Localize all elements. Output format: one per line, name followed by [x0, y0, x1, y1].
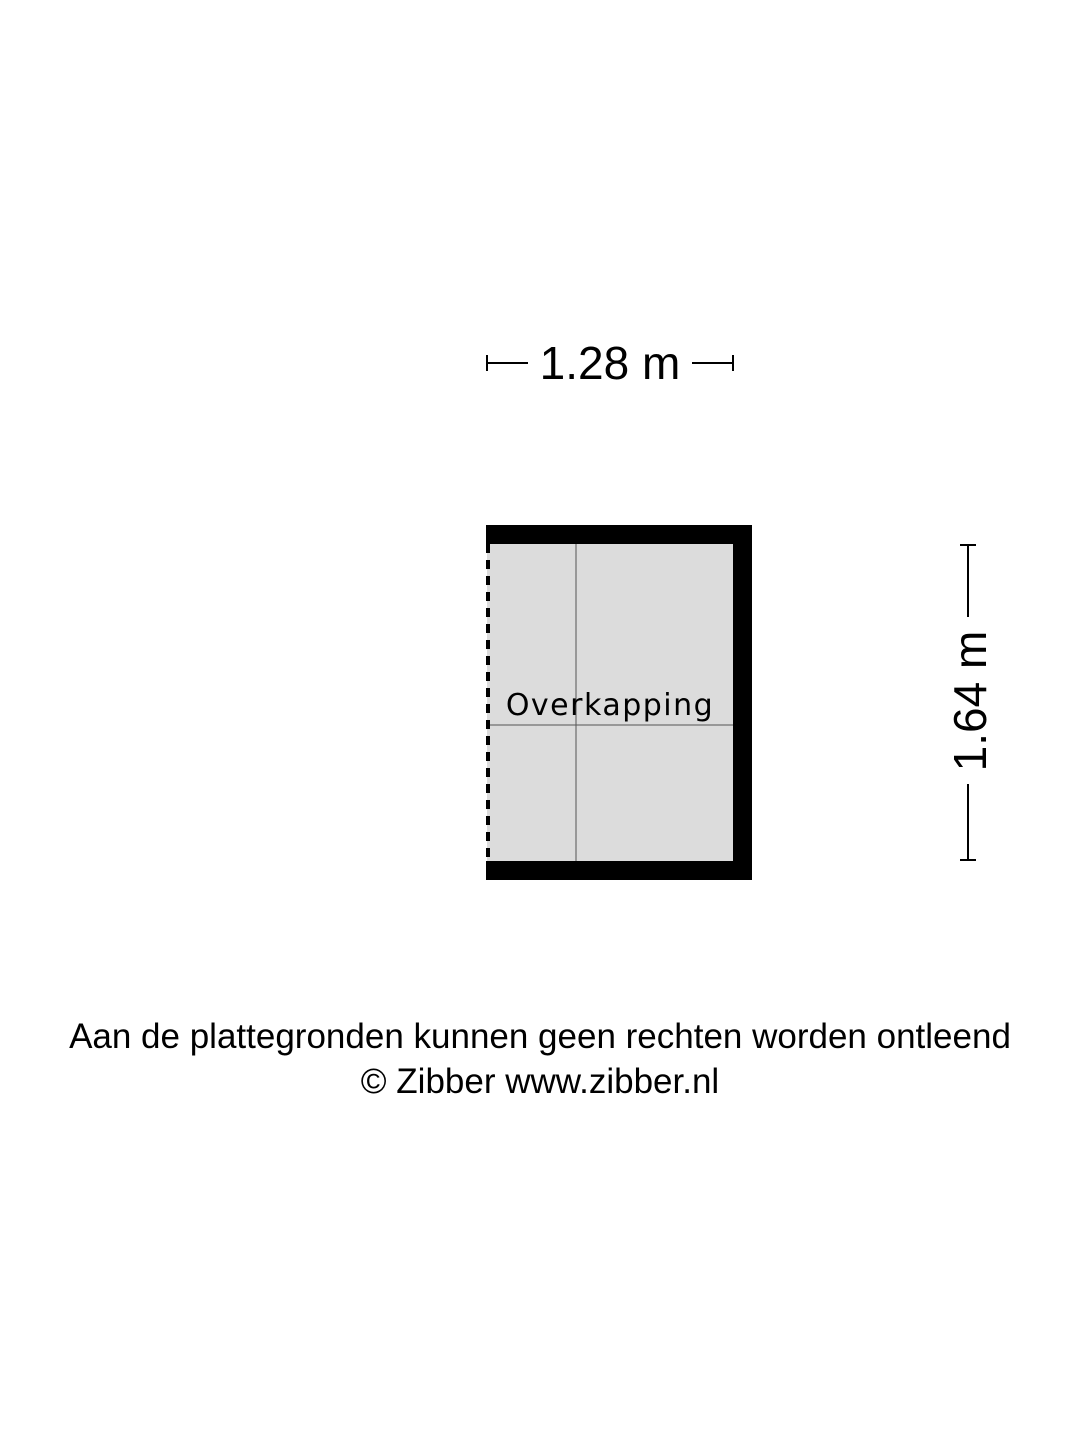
wall-right [733, 525, 752, 880]
copyright-text: © Zibber www.zibber.nl [360, 1062, 720, 1101]
wall-top [486, 525, 752, 544]
depth-dimension-label: 1.64 m [944, 630, 996, 772]
wall-bottom [486, 861, 752, 880]
disclaimer-text: Aan de plattegronden kunnen geen rechten worden ontleend [69, 1017, 1011, 1056]
width-dimension-label: 1.28 m [539, 337, 681, 389]
room-label: Overkapping [505, 688, 715, 723]
width-dimension [487, 337, 733, 389]
depth-dimension [944, 545, 996, 860]
